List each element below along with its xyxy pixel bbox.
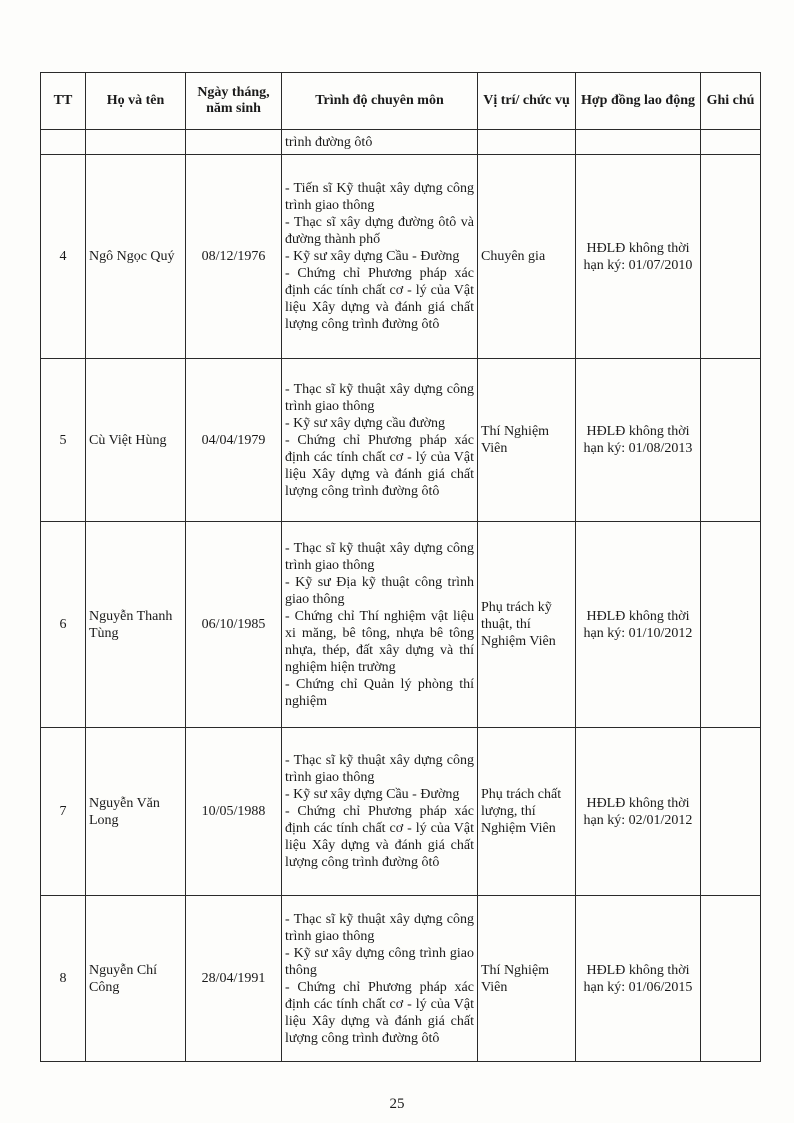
qualification-item: - Thạc sĩ kỹ thuật xây dựng công trình giao thông: [285, 753, 474, 785]
row-dob: 28/04/1991: [186, 896, 282, 1062]
row-note: [701, 896, 761, 1062]
row-name: Nguyễn Thanh Tùng: [86, 522, 186, 728]
row-qualification: [282, 155, 478, 359]
qualification-item: - Tiến sĩ Kỹ thuật xây dựng công trình giao thông: [285, 181, 474, 213]
row-dob: 08/12/1976: [186, 155, 282, 359]
row-contract: HĐLĐ không thời hạn ký: 01/08/2013: [576, 359, 701, 522]
row-name: Cù Việt Hùng: [86, 359, 186, 522]
header-name: Họ và tên: [86, 73, 186, 130]
qualification-item: - Thạc sĩ xây dựng đường ôtô và đường thành phố: [285, 215, 474, 247]
row-qualification: [282, 359, 478, 522]
row-tt: 4: [41, 155, 86, 359]
qualification-item: - Chứng chỉ Phương pháp xác định các tính chất cơ - lý của Vật liệu Xây dựng và đánh giá chất lượng công trình đường ôtô: [285, 432, 474, 499]
qualification-item: - Kỹ sư xây dựng cầu đường: [285, 415, 446, 431]
row-contract: HĐLĐ không thời hạn ký: 01/06/2015: [576, 896, 701, 1062]
row-dob: 04/04/1979: [186, 359, 282, 522]
row-position: Thí Nghiệm Viên: [478, 896, 576, 1062]
header-dob: Ngày tháng, năm sinh: [186, 73, 282, 130]
qualification-item: - Kỹ sư xây dựng Cầu - Đường: [285, 787, 460, 802]
continuation-row: [41, 130, 761, 155]
qualification-item: - Chứng chỉ Phương pháp xác định các tính chất cơ - lý của Vật liệu Xây dựng và đánh giá chất lượng công trình đường ôtô: [285, 979, 474, 1046]
row-tt: 6: [41, 522, 86, 728]
table-row: [41, 155, 761, 359]
row-position: Chuyên gia: [478, 155, 576, 359]
staff-table: [40, 72, 761, 1062]
table-header: [41, 73, 761, 130]
qualification-item: - Kỹ sư Địa kỹ thuật công trình giao thông: [285, 574, 474, 607]
qualification-item: - Chứng chỉ Quản lý phòng thí nghiệm: [285, 676, 474, 709]
qualification-item: - Thạc sĩ kỹ thuật xây dựng công trình giao thông: [285, 911, 474, 944]
row-tt: 7: [41, 728, 86, 896]
page-number: 25: [389, 1096, 405, 1112]
header-tt: TT: [41, 73, 86, 130]
row-dob: 06/10/1985: [186, 522, 282, 728]
header-contract: Hợp đồng lao động: [576, 73, 701, 130]
header-qualification: Trình độ chuyên môn: [282, 73, 478, 130]
row-position: Phụ trách chất lượng, thí Nghiệm Viên: [478, 728, 576, 896]
row-position: Thí Nghiệm Viên: [478, 359, 576, 522]
row-note: [701, 155, 761, 359]
qualification-item: - Chứng chỉ Phương pháp xác định các tính chất cơ - lý của Vật liệu Xây dựng và đánh giá chất lượng công trình đường ôtô: [285, 266, 474, 332]
row-name: Ngô Ngọc Quý: [86, 155, 186, 359]
header-note: Ghi chú: [701, 73, 761, 130]
qualification-item: - Thạc sĩ kỹ thuật xây dựng công trình giao thông: [285, 540, 474, 573]
table-row: [41, 728, 761, 896]
row-contract: HĐLĐ không thời hạn ký: 01/07/2010: [576, 155, 701, 359]
row-name: Nguyễn Văn Long: [86, 728, 186, 896]
qualification-item: - Kỹ sư xây dựng Cầu - Đường: [285, 249, 460, 264]
row-tt: 8: [41, 896, 86, 1062]
row-qualification: [282, 728, 478, 896]
qualification-item: - Chứng chỉ Phương pháp xác định các tính chất cơ - lý của Vật liệu Xây dựng và đánh giá chất lượng công trình đường ôtô: [285, 804, 474, 870]
row-note: [701, 359, 761, 522]
row-dob: 10/05/1988: [186, 728, 282, 896]
row-tt: 5: [41, 359, 86, 522]
qualification-item: - Kỹ sư xây dựng công trình giao thông: [285, 945, 474, 978]
table-row: [41, 896, 761, 1062]
row-position: Phụ trách kỹ thuật, thí Nghiệm Viên: [478, 522, 576, 728]
continuation-qualification: trình đường ôtô: [282, 130, 478, 155]
table-row: [41, 522, 761, 728]
table-body: [41, 130, 761, 1062]
table-row: [41, 359, 761, 522]
row-contract: HĐLĐ không thời hạn ký: 01/10/2012: [576, 522, 701, 728]
row-qualification: [282, 896, 478, 1062]
row-contract: HĐLĐ không thời hạn ký: 02/01/2012: [576, 728, 701, 896]
row-name: Nguyễn Chí Công: [86, 896, 186, 1062]
row-note: [701, 522, 761, 728]
qualification-item: - Thạc sĩ kỹ thuật xây dựng công trình giao thông: [285, 381, 474, 414]
qualification-item: - Chứng chỉ Thí nghiệm vật liệu xi măng, bê tông, nhựa bê tông nhựa, thép, đất xây dựng và thí nghiệm hiện trường: [285, 608, 474, 675]
row-note: [701, 728, 761, 896]
row-qualification: [282, 522, 478, 728]
header-position: Vị trí/ chức vụ: [478, 73, 576, 130]
